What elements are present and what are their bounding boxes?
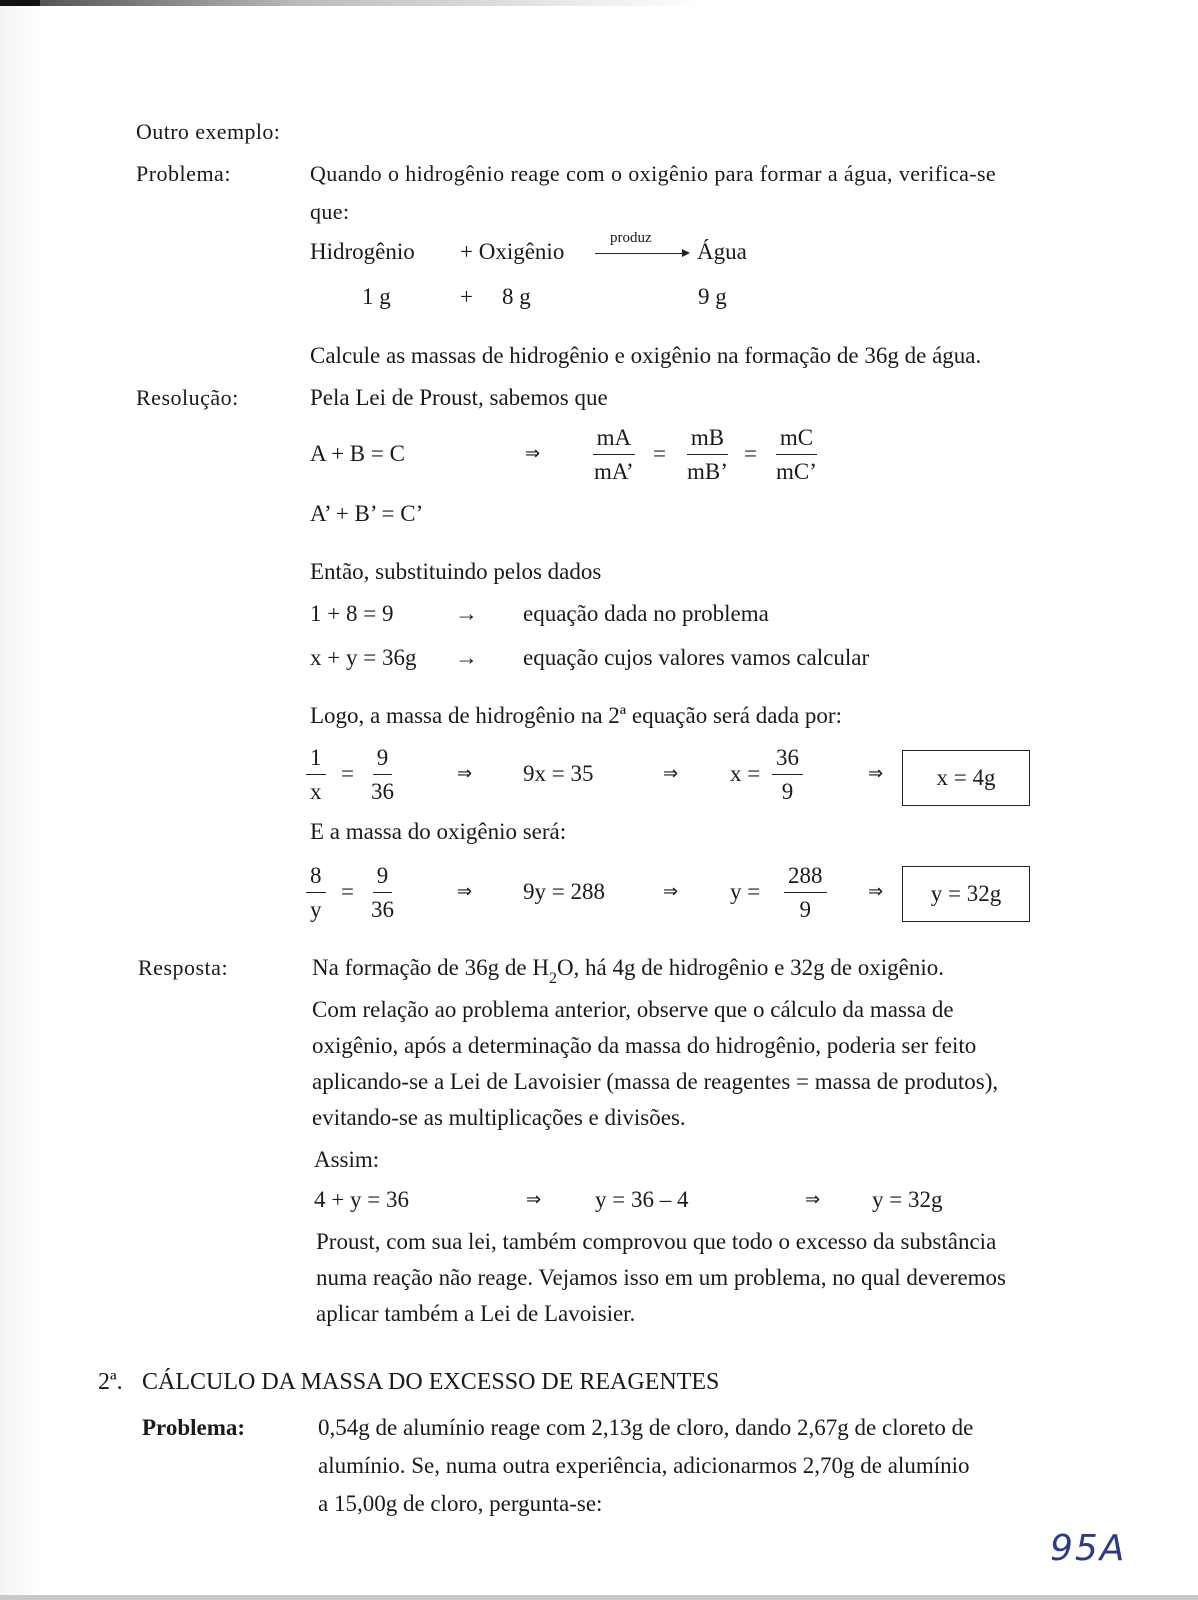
fraction-mc-den: mC’ [776, 459, 817, 484]
lavoisier-eq-1: 4 + y = 36 [314, 1187, 409, 1212]
fraction-288-over-9 [784, 862, 827, 924]
paragraph-1-line-1: Com relação ao problema anterior, observe que o cálculo da massa de [312, 997, 954, 1022]
equation-abc: A + B = C [310, 441, 405, 466]
fraction-9-over-36 [367, 862, 398, 924]
equation-abc-prime: A’ + B’ = C’ [310, 501, 424, 526]
paragraph-1-line-4: evitando-se as multiplicações e divisões. [312, 1105, 686, 1130]
mass-h-intro: Logo, a massa de hidrogênio na 2ª equação será dada por: [310, 703, 842, 728]
implies-arrow: ⇒ [457, 763, 473, 784]
problem-line-2: que: [310, 199, 350, 224]
calc-prompt: Calcule as massas de hidrogênio e oxigênio na formação de 36g de água. [310, 343, 982, 368]
section-number: 2ª. [98, 1369, 123, 1395]
handwritten-page-number: 95A [1050, 1528, 1127, 1569]
mass-oxygen: 8 g [502, 284, 531, 309]
problem-2-line-2: alumínio. Se, numa outra experiência, adicionarmos 2,70g de alumínio [318, 1453, 970, 1478]
mass-hydrogen: 1 g [362, 284, 391, 309]
result-box-y: y = 32g [902, 866, 1030, 922]
fraction-den: y [310, 897, 322, 922]
fraction-den: 9 [799, 897, 811, 922]
implies-arrow: ⇒ [525, 443, 541, 464]
reaction-hydrogen: Hidrogênio [310, 239, 415, 264]
implies-arrow: ⇒ [868, 763, 884, 784]
label-resposta: Resposta: [138, 955, 229, 980]
hydrogen-step: 9x = 35 [523, 761, 594, 786]
fraction-den: 36 [371, 897, 394, 922]
fraction-num: 1 [306, 744, 326, 775]
y-equals: y = [730, 879, 761, 904]
equals-sign: = [341, 761, 354, 786]
fraction-ma [590, 424, 638, 486]
x-equals: x = [730, 761, 761, 786]
reaction-water: Água [697, 239, 747, 264]
reaction-oxygen: + Oxigênio [460, 239, 565, 264]
implies-arrow: ⇒ [457, 881, 473, 902]
mass-o-intro: E a massa do oxigênio será: [310, 819, 567, 844]
mass-plus: + [460, 284, 473, 309]
oxygen-step: 9y = 288 [523, 879, 605, 904]
label-resolucao: Resolução: [136, 385, 239, 410]
fraction-num: 36 [772, 744, 803, 775]
fraction-mb [683, 424, 732, 486]
reaction-arrow-head [682, 249, 690, 257]
fraction-mc [772, 424, 821, 486]
label-problema: Problema: [136, 161, 231, 186]
fraction-ma-num: mA [593, 424, 636, 455]
answer-text [312, 954, 944, 985]
equals-sign: = [653, 441, 666, 466]
sub-equation-1-desc: equação dada no problema [523, 601, 769, 626]
implies-arrow: ⇒ [526, 1189, 542, 1210]
implies-arrow: ⇒ [663, 881, 679, 902]
equals-sign: = [341, 879, 354, 904]
fraction-den: x [310, 779, 322, 804]
implies-arrow: ⇒ [868, 881, 884, 902]
assim-text: Assim: [314, 1147, 380, 1172]
fraction-9-over-36 [367, 744, 398, 806]
small-arrow: → [455, 645, 478, 670]
paragraph-2-line-1: Proust, com sua lei, também comprovou que todo o excesso da substância [316, 1229, 997, 1254]
answer-post: O, há 4g de hidrogênio e 32g de oxigênio. [556, 955, 945, 980]
problem-2-line-1: 0,54g de alumínio reage com 2,13g de cloro, dando 2,67g de cloreto de [318, 1415, 974, 1440]
result-box-x: x = 4g [902, 750, 1030, 806]
fraction-num: 9 [373, 744, 393, 775]
answer-pre: Na formação de 36g de H [312, 955, 549, 980]
fraction-1-over-x [306, 744, 326, 806]
equals-sign: = [744, 441, 757, 466]
fraction-num: 288 [784, 862, 827, 893]
fraction-num: 9 [373, 862, 393, 893]
sub-equation-1: 1 + 8 = 9 [310, 601, 394, 626]
problem-line-1: Quando o hidrogênio reage com o oxigênio para formar a água, verifica-se [310, 161, 997, 186]
reaction-produces-label: produz [610, 230, 652, 246]
fraction-mb-den: mB’ [687, 459, 728, 484]
fraction-num: 8 [306, 862, 326, 893]
reaction-arrow-line [595, 253, 683, 254]
paragraph-2-line-3: aplicar também a Lei de Lavoisier. [316, 1301, 636, 1326]
substituting-text: Então, substituindo pelos dados [310, 559, 602, 584]
implies-arrow: ⇒ [663, 763, 679, 784]
paragraph-1-line-2: oxigênio, após a determinação da massa do hidrogênio, poderia ser feito [312, 1033, 977, 1058]
sub-equation-2: x + y = 36g [310, 645, 417, 670]
problem-2-line-3: a 15,00g de cloro, pergunta-se: [318, 1491, 603, 1516]
label-problema-2: Problema: [142, 1415, 246, 1440]
sub-equation-2-desc: equação cujos valores vamos calcular [523, 645, 870, 670]
fraction-mb-num: mB [687, 424, 728, 455]
proust-intro: Pela Lei de Proust, sabemos que [310, 385, 608, 410]
scan-edge-left [0, 0, 40, 1600]
section-title: CÁLCULO DA MASSA DO EXCESSO DE REAGENTES [142, 1369, 720, 1395]
scan-edge-top [0, 0, 1198, 6]
scan-edge-bottom [0, 1595, 1198, 1600]
fraction-den: 36 [371, 779, 394, 804]
fraction-ma-den: mA’ [594, 459, 634, 484]
lavoisier-eq-3: y = 32g [872, 1187, 943, 1212]
paragraph-1-line-3: aplicando-se a Lei de Lavoisier (massa de reagentes = massa de produtos), [312, 1069, 999, 1094]
fraction-den: 9 [781, 779, 794, 804]
paragraph-2-line-2: numa reação não reage. Vejamos isso em um problema, no qual deveremos [316, 1265, 1006, 1290]
fraction-36-over-9 [772, 744, 803, 806]
fraction-mc-num: mC [776, 424, 817, 455]
fraction-8-over-y [306, 862, 326, 924]
answer-subscript: 2 [548, 970, 557, 987]
implies-arrow: ⇒ [805, 1189, 821, 1210]
mass-water: 9 g [698, 284, 727, 309]
small-arrow: → [455, 601, 478, 626]
lavoisier-eq-2: y = 36 – 4 [595, 1187, 689, 1212]
intro-text: Outro exemplo: [136, 119, 281, 144]
